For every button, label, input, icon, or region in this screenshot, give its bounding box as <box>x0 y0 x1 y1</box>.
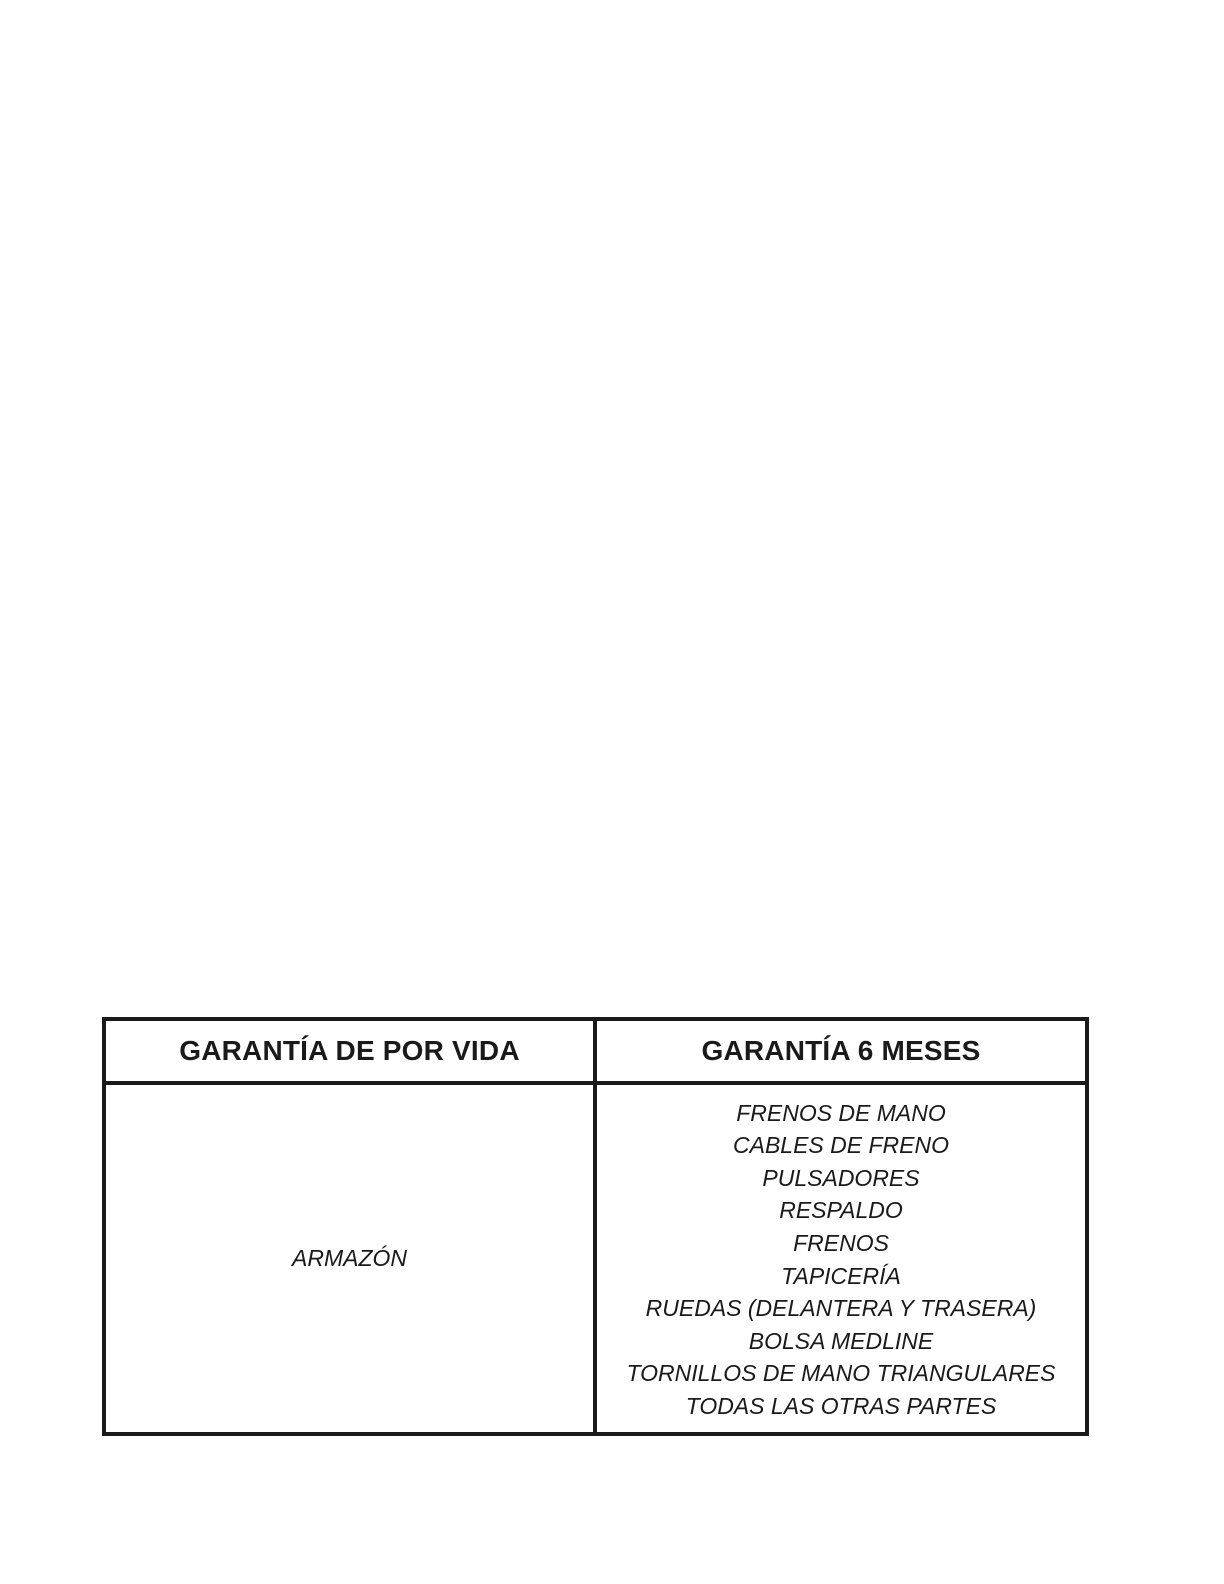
lifetime-warranty-cell <box>106 1085 597 1432</box>
six-month-item: FRENOS DE MANO <box>736 1099 946 1126</box>
six-month-item: TODAS LAS OTRAS PARTES <box>685 1392 997 1419</box>
six-month-item: TAPICERÍA <box>781 1262 901 1289</box>
lifetime-item-frame: ARMAZÓN <box>292 1245 407 1271</box>
six-month-item: BOLSA MEDLINE <box>748 1327 934 1354</box>
warranty-table <box>102 1017 1089 1436</box>
six-month-item: PULSADORES <box>762 1164 920 1191</box>
six-month-item: RESPALDO <box>779 1197 903 1224</box>
six-month-warranty-cell <box>597 1085 1085 1432</box>
six-month-item: TORNILLOS DE MANO TRIANGULARES <box>626 1360 1056 1387</box>
six-month-item: FRENOS <box>793 1229 889 1256</box>
lifetime-warranty-header: GARANTÍA DE POR VIDA <box>106 1021 597 1085</box>
six-month-warranty-header: GARANTÍA 6 MESES <box>597 1021 1085 1085</box>
six-month-item: CABLES DE FRENO <box>733 1132 949 1159</box>
six-month-item: RUEDAS (DELANTERA Y TRASERA) <box>645 1295 1037 1322</box>
